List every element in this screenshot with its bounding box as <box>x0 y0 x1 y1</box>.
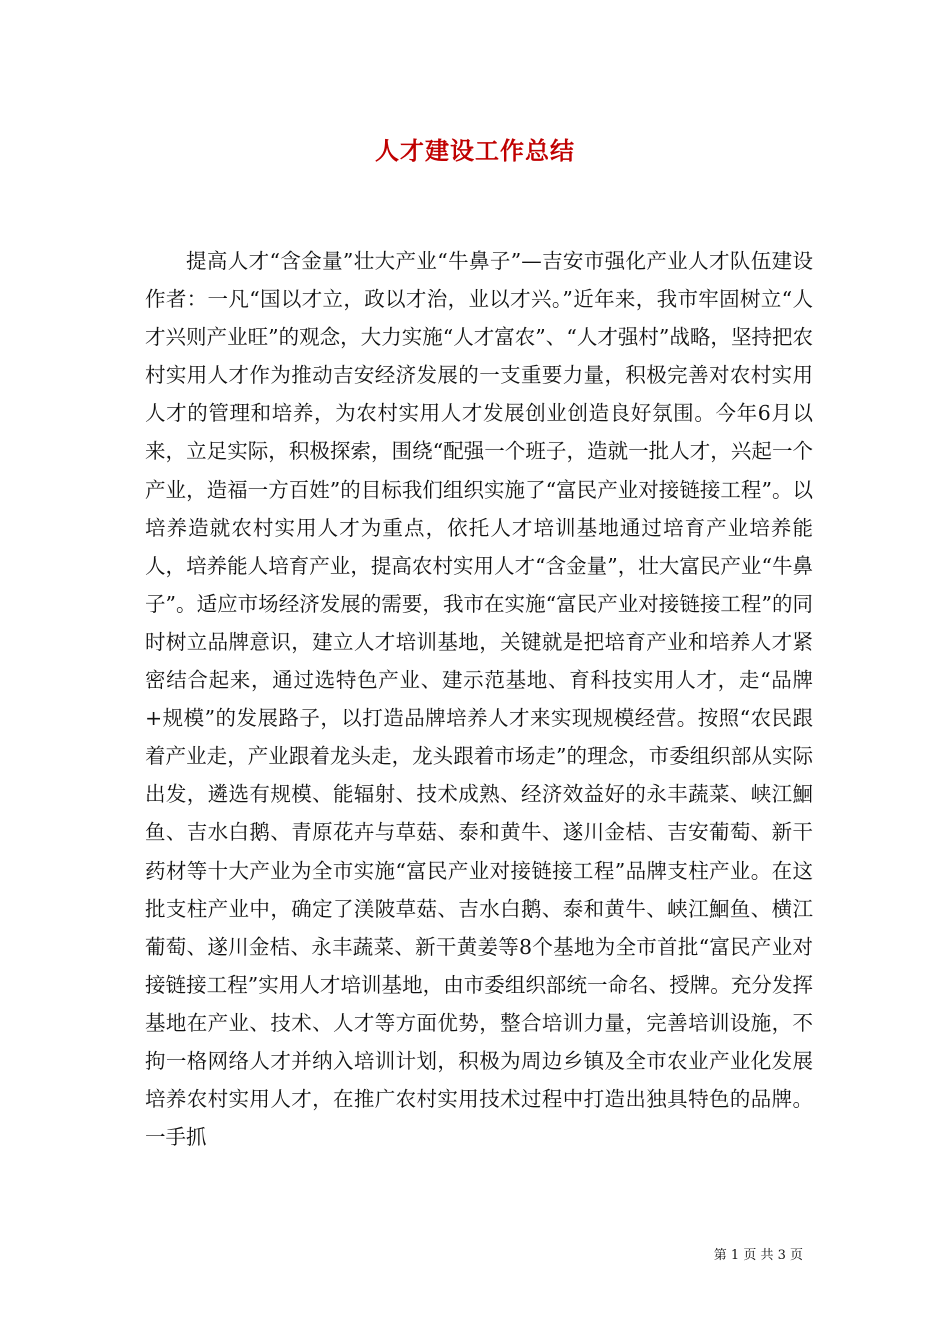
document-title: 人才建设工作总结 <box>375 136 575 165</box>
page-number-footer: 第 1 页 共 3 页 <box>713 1248 803 1263</box>
document-body-paragraph: 提高人才“含金量”壮大产业“牛鼻子”—吉安市强化产业人才队伍建设作者：一凡“国以才立，政以才治，业以才兴。”近年来，我市牢固树立“人才兴则产业旺”的观念，大力实施“人才富农”、“人才强村”战略，坚持把农村实用人才作为推动吉安经济发展的一支重要力量，积极完善对农村实用人才的管理和培养，为农村实用人才发展创业创造良好氛围。今年6月以来，立足实际，积极探索，围绕“配强一个班子，造就一批人才，兴起一个产业，造福一方百姓”的目标我们组织实施了“富民产业对接链接工程”。以培养造就农村实用人才为重点，依托人才培训基地通过培育产业培养能人，培养能人培育产业，提高农村实用人才“含金量”，壮大富民产业“牛鼻子”。适应市场经济发展的需要，我市在实施“富民产业对接链接工程”的同时树立品牌意识，建立人才培训基地，关键就是把培育产业和培养人才紧密结合起来，通过选特色产业、建示范基地、育科技实用人才，走“品牌+规模”的发展路子，以打造品牌培养人才来实现规模经营。按照“农民跟着产业走，产业跟着龙头走，龙头跟着市场走”的理念，市委组织部从实际出发，遴选有规模、能辐射、技术成熟、经济效益好的永丰蔬菜、峡江鮰鱼、吉水白鹅、青原花卉与草菇、泰和黄牛、遂川金桔、吉安葡萄、新干药材等十大产业为全市实施“富民产业对接链接工程”品牌支柱产业。在这批支柱产业中，确定了渼陂草菇、吉水白鹅、泰和黄牛、峡江鮰鱼、横江葡萄、遂川金桔、永丰蔬菜、新干黄姜等8个基地为全市首批“富民产业对接链接工程”实用人才培训基地，由市委组织部统一命名、授牌。充分发挥基地在产业、技术、人才等方面优势，整合培训力量，完善培训设施，不拘一格网络人才并纳入培训计划，积极为周边乡镇及全市农业产业化发展培养农村实用人才，在推广农村实用技术过程中打造出独具特色的品牌。一手抓 <box>145 249 813 1150</box>
